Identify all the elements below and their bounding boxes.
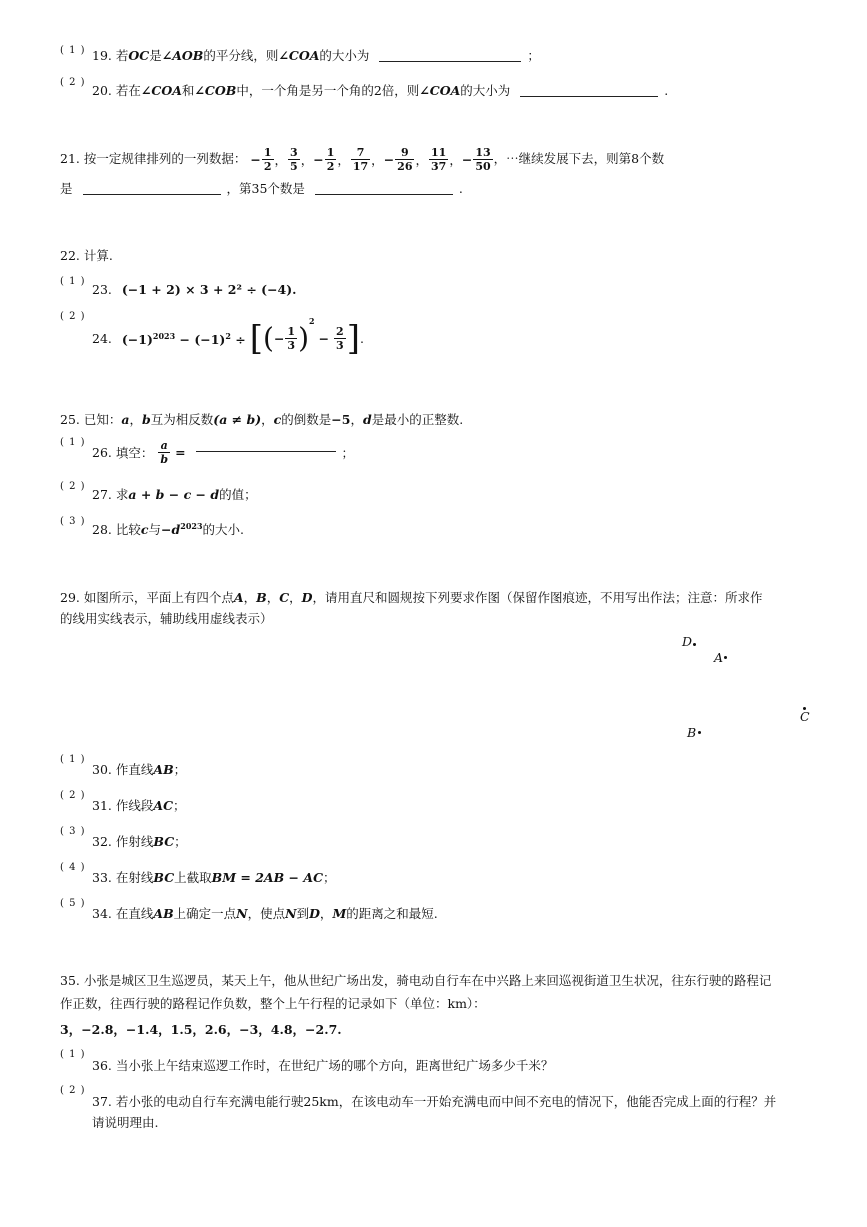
seq-fraction	[395, 146, 414, 173]
seq-denominator: 5	[290, 160, 298, 173]
q24-inner-fraction	[285, 325, 297, 352]
q33-mid: 上截取	[174, 870, 212, 885]
question-32	[92, 832, 187, 850]
q20-end: .	[664, 83, 669, 98]
sub-label-32: ( 3 )	[60, 826, 86, 837]
q21-line2b: ，第35个数是	[226, 181, 305, 196]
sub-label-33: ( 4 )	[60, 862, 86, 873]
q28-c: c	[140, 522, 149, 537]
q24-inner-den: 3	[287, 339, 296, 352]
q21-pre: 按一定规律排列的一列数据：	[83, 151, 247, 166]
q23-expr: (−1 + 2) × 3 + 2² ÷ (−4).	[121, 282, 297, 297]
q26-frac-den: b	[160, 453, 169, 466]
q33-pre: 在射线	[115, 870, 154, 885]
sub-label-24: ( 2 )	[60, 311, 86, 322]
q22-num: 22.	[60, 248, 80, 263]
q36-num: 36.	[92, 1058, 112, 1073]
question-37-line2: 请说明理由.	[92, 1115, 159, 1130]
seq-numerator: 1	[326, 146, 335, 159]
answer-blank-19[interactable]	[379, 61, 521, 62]
q24-frac-num: 2	[336, 325, 344, 338]
q24-minus: −	[318, 331, 330, 346]
seq-fraction	[351, 146, 370, 173]
q26-frac-num: a	[158, 439, 170, 453]
q25-c: c	[273, 412, 282, 427]
q26-pre: 填空：	[115, 445, 154, 461]
q19-angle-coa: ∠COA	[278, 48, 320, 63]
left-bracket: [	[249, 318, 263, 359]
q25-d: d	[362, 412, 372, 427]
q20-angle-coa-2: ∠COA	[419, 83, 461, 98]
q28-num: 28.	[92, 522, 112, 537]
sub-label-19: ( 1 )	[60, 45, 86, 56]
point-label-c: C	[800, 709, 810, 724]
answer-blank-21a[interactable]	[83, 194, 221, 195]
q27-num: 27.	[92, 487, 112, 502]
q25-val: −5	[331, 412, 351, 427]
q29-line1: 如图所示，平面上有四个点	[83, 590, 234, 605]
q27-expr: a + b − c − d	[128, 487, 220, 502]
q19-angle-aob: ∠AOB	[161, 48, 204, 63]
q31-pre: 作线段	[115, 798, 154, 813]
sub-label-36: ( 1 )	[60, 1049, 86, 1060]
point-label-a: A	[714, 650, 724, 665]
q29-num: 29.	[60, 590, 80, 605]
q26-fraction	[158, 439, 170, 466]
question-19	[92, 46, 540, 64]
q19-num: 19.	[92, 48, 112, 63]
q31-num: 31.	[92, 798, 112, 813]
q34-num: 34.	[92, 906, 112, 921]
answer-blank-20[interactable]	[520, 96, 658, 97]
question-21	[60, 146, 664, 173]
q19-oc: OC	[128, 48, 150, 63]
q34-m3: N	[285, 906, 297, 921]
q25-b: b	[142, 412, 151, 427]
seq-numerator: 11	[431, 146, 447, 159]
q19-mid: 是	[149, 48, 162, 63]
question-20	[92, 81, 668, 99]
q34-post: 的距离之和最短.	[346, 906, 438, 921]
q21-dots: ，⋯继续发展下去，则第8个数	[493, 151, 665, 166]
q29-c: C	[279, 590, 290, 605]
seq-separator: ，	[415, 152, 428, 168]
q26-eq: =	[175, 445, 186, 460]
q25-text6: 是最小的正整数.	[371, 412, 464, 427]
sub-label-26: ( 1 )	[60, 437, 86, 448]
q24-base2: − (−1)	[179, 331, 226, 347]
q35-records: 3，−2.8，−1.4，1.5，2.6，−3，4.8，−2.7.	[60, 1022, 342, 1037]
q37-line1: 若小张的电动自行车充满电能行驶25km，在该电动车一开始充满电而中间不充电的情况下，他能否完成上面的行程？并	[115, 1094, 777, 1109]
q31-m: AC	[153, 798, 174, 813]
q32-end: ；	[174, 834, 187, 849]
seq-separator: ，	[449, 152, 462, 168]
point-b	[698, 731, 701, 734]
seq-denominator: 26	[397, 160, 413, 173]
question-28	[92, 520, 244, 538]
question-21-line2	[60, 179, 463, 197]
q37-num: 37.	[92, 1094, 112, 1109]
q28-mid: 与	[148, 522, 162, 537]
q36-text: 当小张上午结束巡逻工作时，在世纪广场的哪个方向，距离世纪广场多少千米？	[115, 1058, 554, 1073]
q35-line1: 小张是城区卫生巡逻员，某天上午，他从世纪广场出发，骑电动自行车在中兴路上来回巡视街道卫生状况，往东行驶的路程记	[83, 973, 772, 988]
answer-blank-21b[interactable]	[315, 194, 453, 195]
answer-blank-26[interactable]	[196, 451, 336, 452]
seq-separator: ，	[337, 152, 350, 168]
q28-pre: 比较	[115, 522, 141, 537]
question-33	[92, 868, 336, 886]
q22-text: 计算.	[83, 248, 113, 263]
question-34	[92, 904, 438, 922]
q20-mid: 中，一个角是另一个角的2倍，则	[236, 83, 420, 98]
seq-fraction	[262, 146, 274, 173]
q20-and: 和	[181, 83, 195, 98]
q26-num: 26.	[92, 445, 112, 460]
right-paren: )	[298, 321, 310, 355]
q20-angle-cob: ∠COB	[194, 83, 237, 98]
question-26	[92, 439, 354, 466]
q33-m2: BM = 2AB − AC	[211, 870, 324, 885]
sub-label-23: ( 1 )	[60, 276, 86, 287]
question-25	[60, 410, 463, 428]
seq-denominator: 37	[431, 160, 447, 173]
question-31	[92, 796, 186, 814]
q19-pre: 若	[115, 48, 129, 63]
seq-denominator: 17	[352, 160, 369, 173]
q24-part1	[122, 332, 246, 347]
q27-post: 的值；	[219, 487, 257, 502]
question-29: 29. 如图所示，平面上有四个点A，B，C，D，请用直尺和圆规按下列要求作图（保留作图痕迹，不用写出作法；注意：所求作	[60, 590, 763, 605]
q34-comma: ，	[319, 906, 333, 921]
q25-comma: ，	[129, 412, 143, 427]
point-label-b: B	[687, 725, 697, 740]
q19-post: 的平分线，则	[203, 48, 279, 63]
seq-numerator: 9	[395, 146, 414, 160]
seq-separator: ，	[300, 152, 314, 168]
seq-fraction	[473, 146, 492, 173]
q24-inner-num: 1	[287, 325, 296, 338]
q25-text2: 互为相反数	[150, 412, 214, 427]
sub-label-27: ( 2 )	[60, 481, 86, 492]
q24-div: ÷	[235, 331, 246, 347]
q25-text1: 已知：	[83, 412, 122, 427]
q30-m: AB	[153, 762, 174, 777]
seq-denominator: 2	[326, 160, 335, 173]
seq-sign: −	[461, 152, 473, 167]
q24-fraction	[334, 325, 346, 352]
seq-fraction	[429, 146, 448, 173]
q25-cond: (a ≠ b)	[213, 412, 262, 427]
q29-line1b: ，请用直尺和圆规按下列要求作图（保留作图痕迹，不用写出作法；注意：所求作	[312, 590, 763, 605]
q25-text5: ，	[350, 412, 363, 427]
q30-end: ；	[173, 762, 187, 777]
q29-a: A	[233, 590, 244, 605]
q24-exp3: 2	[309, 316, 315, 326]
q33-num: 33.	[92, 870, 112, 885]
sub-label-34: ( 5 )	[60, 898, 86, 909]
q24-end: .	[359, 331, 364, 346]
question-23	[92, 282, 297, 297]
question-35	[60, 971, 771, 989]
q34-m5: M	[332, 906, 347, 921]
q25-text4: 的倒数是	[281, 412, 332, 427]
q29-b: B	[256, 590, 267, 605]
question-37	[92, 1092, 776, 1110]
seq-numerator: 1	[263, 146, 272, 159]
q34-mid2: ，使点	[247, 906, 286, 921]
q34-pre: 在直线	[115, 906, 154, 921]
q34-m4: D	[309, 906, 320, 921]
q26-end: ；	[341, 445, 355, 461]
sub-label-31: ( 2 )	[60, 790, 86, 801]
seq-fraction	[325, 146, 337, 173]
q21-sequence	[250, 146, 493, 173]
question-36	[92, 1056, 553, 1074]
q21-line2a: 是	[60, 181, 73, 196]
seq-denominator: 50	[475, 160, 491, 173]
question-29-line2: 的线用实线表示，辅助线用虚线表示）	[60, 611, 273, 626]
question-27	[92, 485, 257, 503]
seq-sign: −	[250, 152, 261, 167]
q24-num: 24.	[92, 331, 112, 346]
seq-fraction	[288, 146, 300, 173]
seq-numerator: 3	[290, 146, 298, 159]
q32-pre: 作射线	[115, 834, 154, 849]
q21-end: .	[458, 181, 463, 196]
sub-label-20: ( 2 )	[60, 77, 86, 88]
q24-exp2: 2	[225, 330, 231, 341]
q35-num: 35.	[60, 973, 80, 988]
q19-tail: 的大小为	[319, 48, 370, 63]
seq-numerator: 13	[475, 146, 491, 159]
seq-denominator: 2	[263, 160, 272, 173]
q25-a: a	[121, 412, 130, 427]
sub-label-37: ( 2 )	[60, 1085, 86, 1096]
question-22	[60, 246, 113, 264]
question-35-line2: 作正数，往西行驶的路程记作负数，整个上午行程的记录如下（单位：km）：	[60, 996, 486, 1011]
q33-m1: BC	[153, 870, 175, 885]
seq-separator: ，	[371, 152, 384, 168]
question-30	[92, 760, 186, 778]
seq-sign: −	[313, 152, 324, 167]
q34-m2: N	[236, 906, 248, 921]
q34-mid: 上确定一点	[173, 906, 237, 921]
q20-pre: 若在	[115, 83, 141, 98]
q28-post: 的大小.	[202, 522, 244, 537]
q34-mid3: 到	[296, 906, 310, 921]
sub-label-30: ( 1 )	[60, 754, 86, 765]
q31-end: ；	[173, 798, 186, 813]
q25-num: 25.	[60, 412, 80, 427]
q30-num: 30.	[92, 762, 112, 777]
q29-d: D	[301, 590, 313, 605]
q32-m: BC	[153, 834, 175, 849]
q23-num: 23.	[92, 282, 112, 297]
q33-end: ；	[323, 870, 336, 885]
question-24: 24. $(-1)^{2023} - (-1)^2$ ÷ [(− $\frac{1}{3}$ )$^2$ − $\frac{2}{3}$ ].	[92, 316, 364, 359]
q30-pre: 作直线	[115, 762, 154, 777]
q27-pre: 求	[115, 487, 129, 502]
q34-m1: AB	[153, 906, 174, 921]
seq-sign: −	[383, 152, 395, 167]
q28-expr: −d	[161, 522, 181, 537]
q32-num: 32.	[92, 834, 112, 849]
q24-base1: (−1)	[121, 331, 153, 347]
q20-tail: 的大小为	[460, 83, 511, 98]
point-d	[693, 643, 696, 646]
q20-num: 20.	[92, 83, 112, 98]
q20-angle-coa: ∠COA	[140, 83, 182, 98]
q19-end: ；	[527, 48, 540, 63]
point-a	[724, 656, 727, 659]
left-paren: (	[263, 321, 274, 355]
right-bracket: ]	[346, 318, 360, 359]
point-label-d: D	[682, 634, 693, 649]
q24-exp1: 2023	[152, 330, 176, 341]
q25-text3: ，	[261, 412, 274, 427]
seq-numerator: 7	[351, 146, 370, 160]
q24-frac-den: 3	[336, 339, 344, 352]
seq-separator: ，	[274, 152, 288, 168]
q28-exp: 2023	[180, 520, 203, 531]
sub-label-28: ( 3 )	[60, 516, 86, 527]
q21-num: 21.	[60, 151, 80, 166]
